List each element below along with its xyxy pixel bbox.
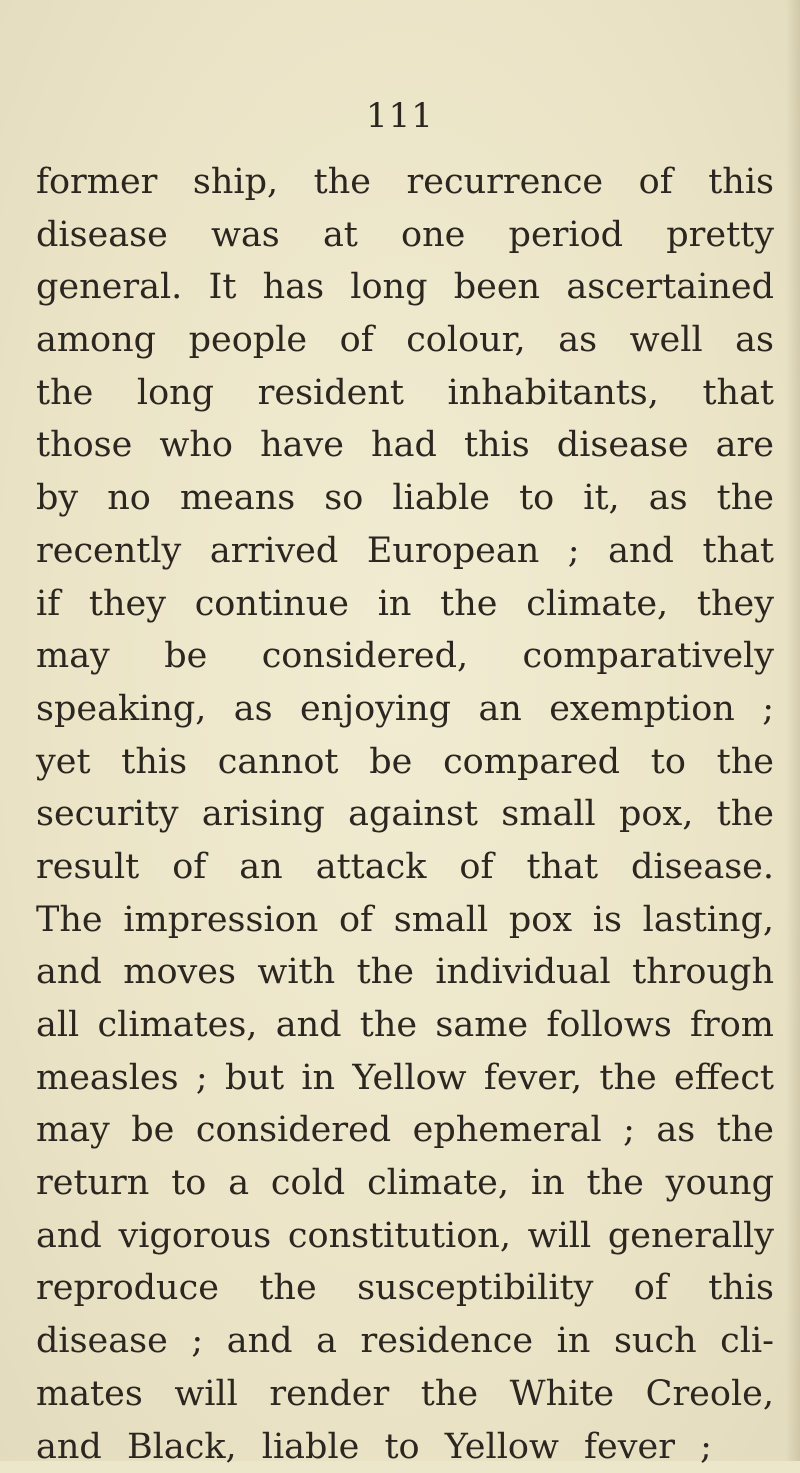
text-line: may be considered ephemeral ; as the <box>36 1104 774 1157</box>
text-line: disease was at one period pretty <box>36 209 774 262</box>
text-line: security arising against small pox, the <box>36 788 774 841</box>
text-line: disease ; and a residence in such cli- <box>36 1315 774 1368</box>
text-line: recently arrived European ; and that <box>36 525 774 578</box>
text-line: and vigorous constitution, will generally <box>36 1210 774 1263</box>
text-line: return to a cold climate, in the young <box>36 1157 774 1210</box>
text-line: among people of colour, as well as <box>36 314 774 367</box>
text-line: by no means so liable to it, as the <box>36 472 774 525</box>
text-line: all climates, and the same follows from <box>36 999 774 1052</box>
text-line: reproduce the susceptibility of this <box>36 1262 774 1315</box>
page-edge-shadow <box>786 0 800 1461</box>
page-number: 111 <box>0 96 800 136</box>
text-line: former ship, the recurrence of this <box>36 156 774 209</box>
text-line: mates will render the White Creole, <box>36 1368 774 1421</box>
text-line: those who have had this disease are <box>36 419 774 472</box>
text-line: and moves with the individual through <box>36 946 774 999</box>
text-line: The impression of small pox is lasting, <box>36 894 774 947</box>
text-line: speaking, as enjoying an exemption ; <box>36 683 774 736</box>
text-line: general. It has long been ascertained <box>36 261 774 314</box>
text-line: measles ; but in Yellow fever, the effect <box>36 1052 774 1105</box>
text-line: if they continue in the climate, they <box>36 578 774 631</box>
text-line: the long resident inhabitants, that <box>36 367 774 420</box>
text-line: yet this cannot be compared to the <box>36 736 774 789</box>
text-line: result of an attack of that disease. <box>36 841 774 894</box>
body-text <box>36 156 774 1473</box>
text-line: may be considered, comparatively <box>36 630 774 683</box>
text-line: and Black, liable to Yellow fever ; <box>36 1421 774 1473</box>
